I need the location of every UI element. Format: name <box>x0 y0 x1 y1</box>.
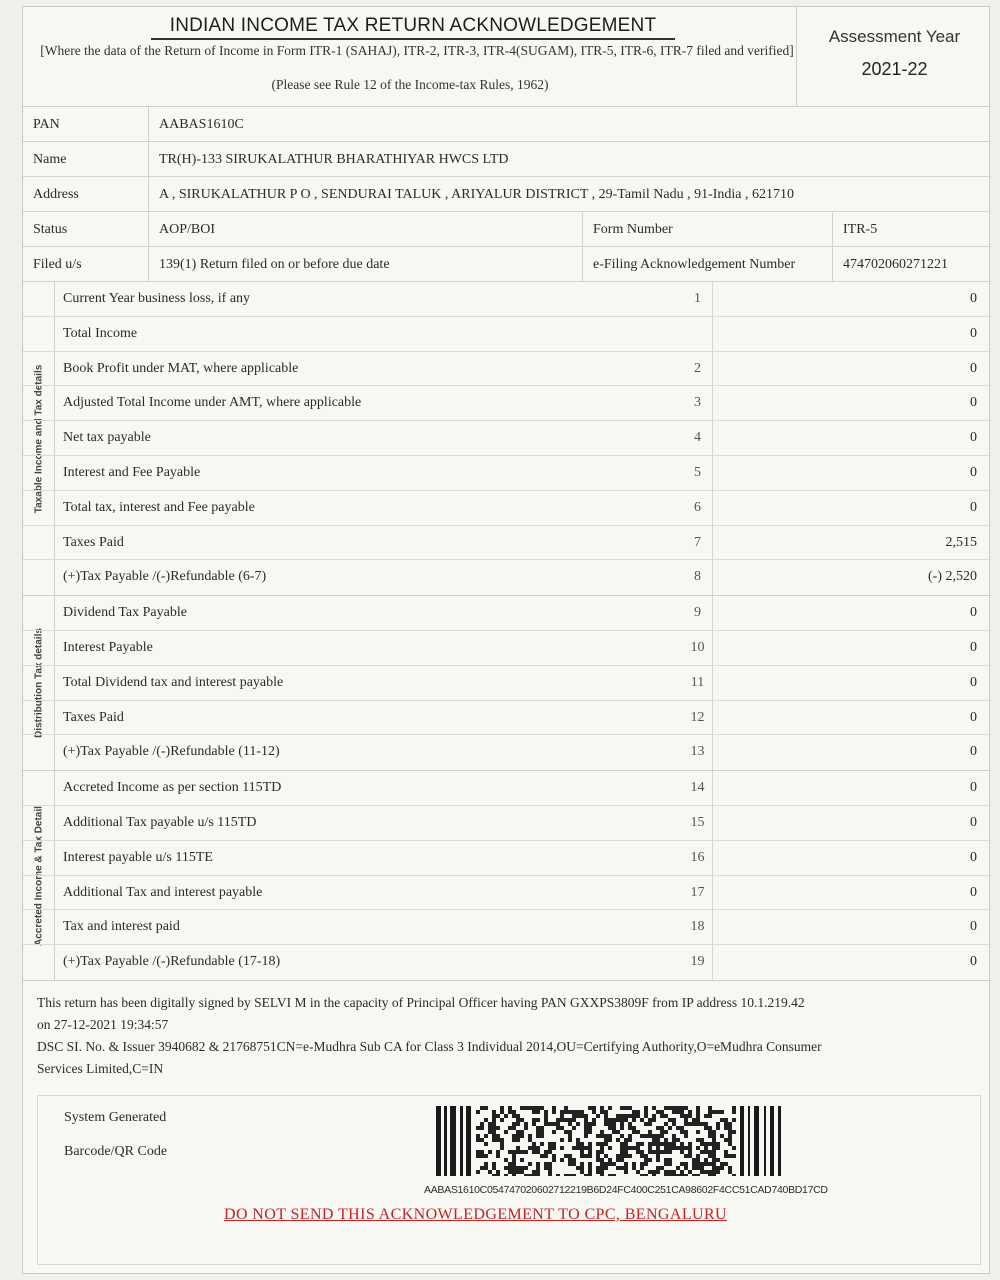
row-amount: 0 <box>970 780 977 796</box>
row-amount: 0 <box>970 430 977 446</box>
row-number: 8 <box>683 560 713 595</box>
row-number: 6 <box>683 491 713 525</box>
row-description: Dividend Tax Payable <box>63 605 187 621</box>
row-description: Net tax payable <box>63 430 151 446</box>
row-number: 12 <box>683 701 713 735</box>
form-number-value: ITR-5 <box>843 222 878 237</box>
table-row <box>23 386 991 421</box>
dsc-issuer-line-cont: Services Limited,C=IN <box>37 1061 164 1076</box>
name-value: TR(H)-133 SIRUKALATHUR BHARATHIYAR HWCS LTD <box>159 152 509 167</box>
row-description: Adjusted Total Income under AMT, where applicable <box>63 395 362 411</box>
address-value: A , SIRUKALATHUR P O , SENDURAI TALUK , ARIYALUR DISTRICT , 29-Tamil Nadu , 91-India , 621710 <box>159 187 795 202</box>
table-row <box>23 806 991 841</box>
row-description: (+)Tax Payable /(-)Refundable (6-7) <box>63 569 267 585</box>
header <box>23 7 991 107</box>
taxable-section-label: Taxable Income and Tax details <box>33 364 44 513</box>
row-amount: 0 <box>970 744 977 760</box>
ack-number-value: 474702060271221 <box>843 257 948 272</box>
filed-value: 139(1) Return filed on or before due date <box>149 247 583 282</box>
row-description: Interest Payable <box>63 639 153 655</box>
row-description: Tax and interest paid <box>63 919 180 935</box>
table-row <box>23 317 991 352</box>
form-subtitle: [Where the data of the Return of Income in Form ITR-1 (SAHAJ), ITR-2, ITR-3, ITR-4(SUGAM), ITR-5, ITR-6, ITR-7 filed and verified] <box>40 43 794 58</box>
address-label: Address <box>23 177 149 212</box>
assessment-year-block <box>798 7 991 107</box>
pan-label: PAN <box>23 107 149 142</box>
row-amount: 0 <box>970 499 977 515</box>
row-number: 5 <box>683 456 713 490</box>
row-number: 7 <box>683 526 713 560</box>
status-value: AOP/BOI <box>149 212 583 247</box>
table-row <box>23 456 991 491</box>
pan-row <box>23 107 991 142</box>
row-description: Current Year business loss, if any <box>63 291 251 306</box>
row-number: 14 <box>683 771 713 805</box>
table-row <box>23 701 991 736</box>
row-description: Total Dividend tax and interest payable <box>63 674 284 690</box>
page-title: INDIAN INCOME TAX RETURN ACKNOWLEDGEMENT <box>151 15 675 40</box>
row-number: 19 <box>683 945 713 980</box>
system-generated-label: System Generated <box>64 1110 167 1125</box>
row-description: (+)Tax Payable /(-)Refundable (17-18) <box>63 954 281 970</box>
row-description: Total Income <box>63 325 138 341</box>
table-row <box>23 876 991 911</box>
table-row <box>23 735 991 770</box>
tax-details-table <box>23 282 991 981</box>
taxable-income-section <box>23 282 991 596</box>
row-description: Book Profit under MAT, where applicable <box>63 360 299 376</box>
row-number: 17 <box>683 876 713 910</box>
taxpayer-info <box>23 107 991 282</box>
assessment-year-label: Assessment Year <box>828 27 961 46</box>
row-amount: 0 <box>970 395 977 411</box>
row-description: (+)Tax Payable /(-)Refundable (11-12) <box>63 744 280 760</box>
row-number: 10 <box>683 631 713 665</box>
barcode-label: Barcode/QR Code <box>64 1144 168 1159</box>
table-row <box>23 945 991 980</box>
header-title-block <box>23 7 797 107</box>
row-description: Interest and Fee Payable <box>63 464 201 480</box>
row-description: Taxes Paid <box>63 709 124 725</box>
accreted-section-label: Accreted Income & Tax Detail <box>33 805 44 946</box>
filed-row <box>23 247 991 282</box>
row-amount: 0 <box>970 709 977 725</box>
row-description: Taxes Paid <box>63 534 124 550</box>
row-number: 13 <box>683 735 713 770</box>
table-row <box>23 491 991 526</box>
barcode-image <box>436 1106 786 1176</box>
row-number: 3 <box>683 386 713 420</box>
row-amount: 0 <box>970 954 977 970</box>
row-amount: 0 <box>970 291 977 306</box>
accreted-income-section <box>23 771 991 981</box>
row-description: Additional Tax payable u/s 115TD <box>63 814 257 830</box>
row-number: 15 <box>683 806 713 840</box>
table-row <box>23 282 991 317</box>
table-row <box>23 526 991 561</box>
distribution-tax-section <box>23 596 991 771</box>
digital-signature-note <box>37 992 981 1080</box>
filed-label: Filed u/s <box>23 247 149 282</box>
row-number: 4 <box>683 421 713 455</box>
row-number: 11 <box>683 666 713 700</box>
table-row <box>23 421 991 456</box>
table-row <box>23 771 991 806</box>
row-number: 18 <box>683 910 713 944</box>
signature-line: This return has been digitally signed by SELVI M in the capacity of Principal Officer having PAN GXXPS3809F from IP address 10.1.219.42 <box>37 995 805 1010</box>
row-amount: 0 <box>970 674 977 690</box>
row-amount: 0 <box>970 814 977 830</box>
row-description: Total tax, interest and Fee payable <box>63 499 255 515</box>
acknowledgement-page <box>22 6 990 1274</box>
form-number-label: Form Number <box>583 212 833 247</box>
rule-note: (Please see Rule 12 of the Income-tax Rules, 1962) <box>271 77 549 92</box>
row-description: Accreted Income as per section 115TD <box>63 780 282 796</box>
barcode-text: AABAS1610C054747020602712219B6D24FC400C251CA98602F4CC51CAD740BD17CD <box>424 1184 828 1196</box>
table-row <box>23 560 991 595</box>
name-label: Name <box>23 142 149 177</box>
signature-date: on 27-12-2021 19:34:57 <box>37 1017 169 1032</box>
assessment-year-value: 2021-22 <box>861 59 928 79</box>
row-number: 16 <box>683 841 713 875</box>
status-row <box>23 212 991 247</box>
row-amount: (-) 2,520 <box>928 569 977 585</box>
row-amount: 0 <box>970 639 977 655</box>
address-row <box>23 177 991 212</box>
row-number <box>683 317 713 351</box>
warning-text: DO NOT SEND THIS ACKNOWLEDGEMENT TO CPC, BENGALURU <box>224 1206 727 1223</box>
row-description: Additional Tax and interest payable <box>63 884 263 900</box>
row-amount: 0 <box>970 884 977 900</box>
name-row <box>23 142 991 177</box>
row-amount: 0 <box>970 325 977 341</box>
row-amount: 0 <box>970 919 977 935</box>
row-number: 2 <box>683 352 713 386</box>
table-row <box>23 910 991 945</box>
row-description: Interest payable u/s 115TE <box>63 849 213 865</box>
table-row <box>23 666 991 701</box>
barcode-box <box>37 1095 981 1265</box>
table-row <box>23 596 991 631</box>
table-row <box>23 631 991 666</box>
row-amount: 0 <box>970 360 977 376</box>
row-number: 9 <box>683 596 713 630</box>
row-amount: 2,515 <box>945 534 977 550</box>
pan-value: AABAS1610C <box>159 117 244 132</box>
row-amount: 0 <box>970 605 977 621</box>
row-amount: 0 <box>970 849 977 865</box>
table-row <box>23 352 991 387</box>
row-amount: 0 <box>970 464 977 480</box>
table-row <box>23 841 991 876</box>
status-label: Status <box>23 212 149 247</box>
row-number: 1 <box>683 282 713 316</box>
dsc-issuer-line: DSC SI. No. & Issuer 3940682 & 21768751CN=e-Mudhra Sub CA for Class 3 Individual 2014,OU=Certifying Authority,O=eMudhra Consumer <box>37 1039 822 1054</box>
distribution-section-label: Distribution Tax details <box>33 628 44 739</box>
ack-number-label: e-Filing Acknowledgement Number <box>583 247 833 282</box>
